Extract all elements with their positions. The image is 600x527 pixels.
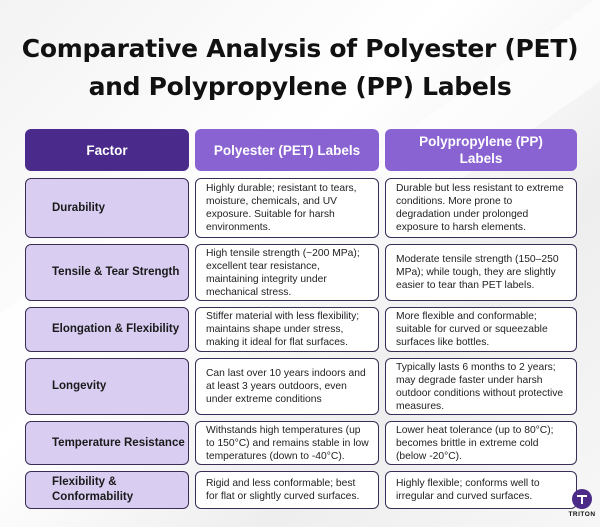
pet-cell: Highly durable; resistant to tears, moisture, chemicals, and UV exposure. Suitable for harsh environments.: [195, 178, 379, 238]
pet-cell: Stiffer material with less flexibility; maintains shape under stress, making it ideal for flat surfaces.: [195, 307, 379, 352]
page-title: [0, 30, 600, 106]
logo-text: TRITON: [568, 511, 596, 518]
factor-cell: Elongation & Flexibility: [25, 307, 189, 352]
triton-logo: [567, 489, 597, 518]
triton-logo-icon: [572, 489, 592, 509]
title-line-2: and Polypropylene (PP) Labels: [88, 72, 512, 101]
title-line-1: Comparative Analysis of Polyester (PET): [21, 34, 579, 63]
pp-cell: Highly flexible; conforms well to irregular and curved surfaces.: [385, 471, 577, 509]
pet-cell: Withstands high temperatures (up to 150°C) and remains stable in low temperatures (down to -40°C).: [195, 421, 379, 465]
factor-cell: Durability: [25, 178, 189, 238]
factor-cell: Longevity: [25, 358, 189, 415]
pp-cell: More flexible and conformable; suitable for curved or squeezable surfaces like bottles.: [385, 307, 577, 352]
header-factor: Factor: [25, 129, 189, 171]
pp-cell: Moderate tensile strength (150–250 MPa); while tough, they are slightly easier to tear than PET labels.: [385, 244, 577, 301]
pet-cell: Rigid and less conformable; best for flat or slightly curved surfaces.: [195, 471, 379, 509]
pet-cell: High tensile strength (~200 MPa); excellent tear resistance, maintaining integrity under mechanical stress.: [195, 244, 379, 301]
factor-cell: Temperature Resistance: [25, 421, 189, 465]
header-pet: Polyester (PET) Labels: [195, 129, 379, 171]
pet-cell: Can last over 10 years indoors and at least 3 years outdoors, even under extreme conditions: [195, 358, 379, 415]
pp-cell: Typically lasts 6 months to 2 years; may degrade faster under harsh outdoor conditions without protective measures.: [385, 358, 577, 415]
factor-cell: Tensile & Tear Strength: [25, 244, 189, 301]
pp-cell: Lower heat tolerance (up to 80°C); becomes brittle in extreme cold (below -20°C).: [385, 421, 577, 465]
factor-cell: Flexibility & Conformability: [25, 471, 189, 509]
pp-cell: Durable but less resistant to extreme conditions. More prone to degradation under prolonged exposure to harsh elements.: [385, 178, 577, 238]
header-pp: Polypropylene (PP) Labels: [385, 129, 577, 171]
